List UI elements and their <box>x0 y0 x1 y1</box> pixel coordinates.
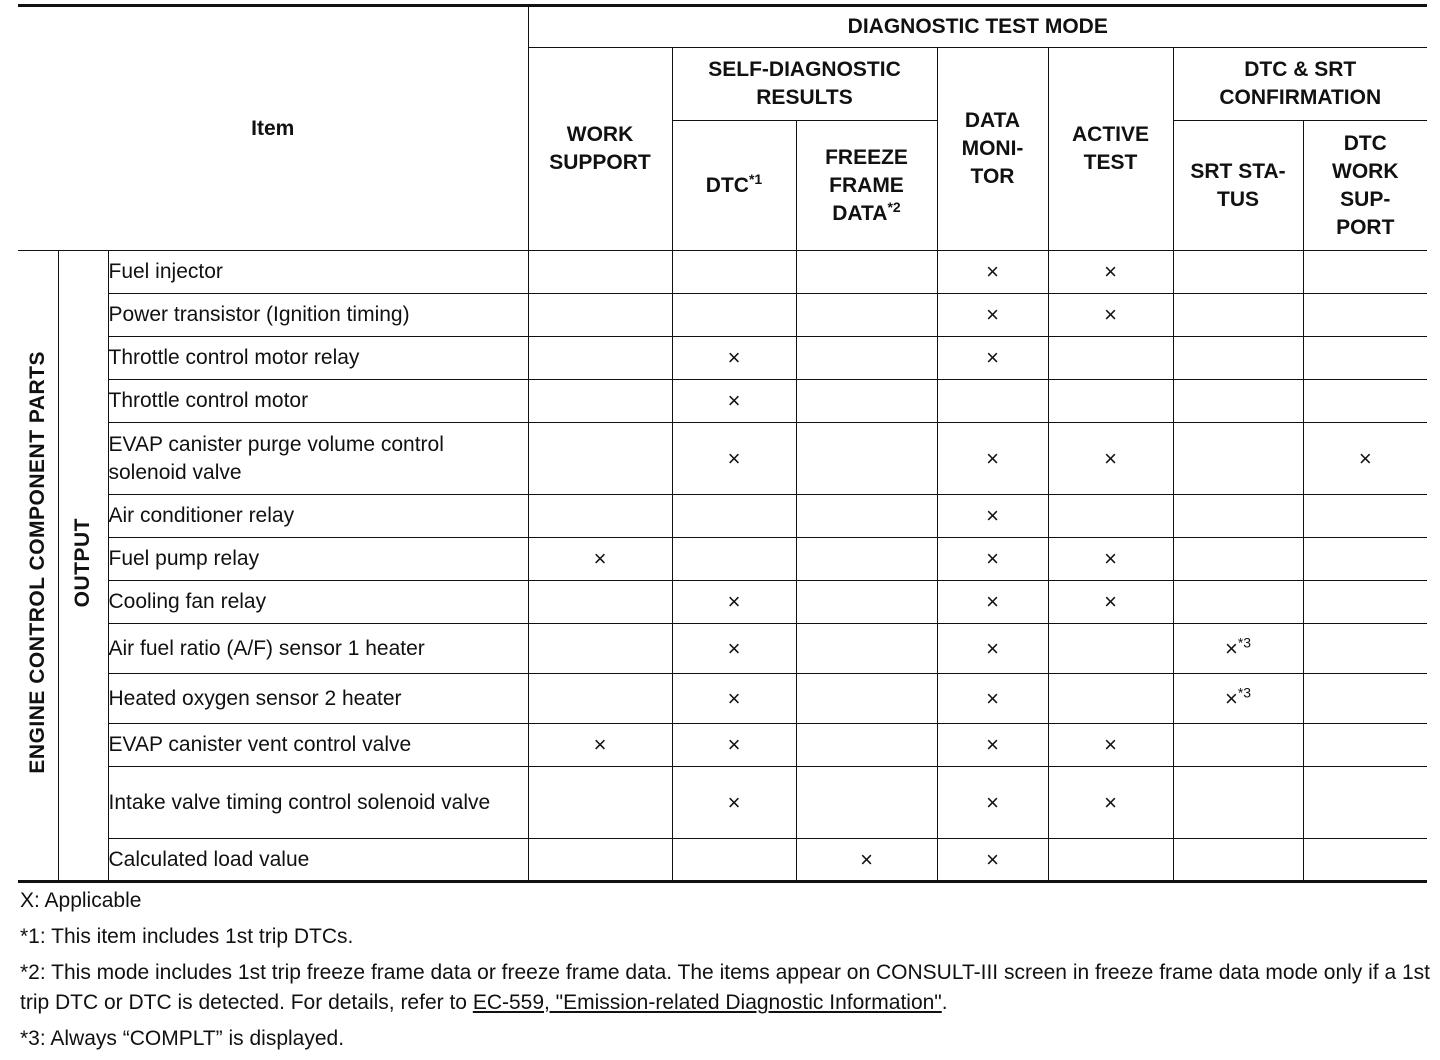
table-row <box>18 423 1427 495</box>
applicable-mark: × <box>672 674 796 724</box>
applicable-mark: × <box>1048 251 1173 294</box>
mark-cell <box>528 251 672 294</box>
mark-cell <box>796 581 937 624</box>
item-cell: Throttle control motor <box>108 380 528 423</box>
mark-cell <box>528 495 672 538</box>
mark-cell <box>796 624 937 674</box>
dtc-srt-confirmation-header: DTC & SRT CONFIRMATION <box>1173 48 1427 121</box>
item-cell: Power transistor (Ignition timing) <box>108 294 528 337</box>
note-1: *1: This item includes 1st trip DTCs. <box>20 925 354 948</box>
table-row <box>18 251 1427 294</box>
item-cell: Calculated load value <box>108 839 528 882</box>
mark-cell <box>672 294 796 337</box>
srt-status-header: SRT STA-TUS <box>1173 121 1303 251</box>
mark-cell <box>528 380 672 423</box>
mark-cell <box>1173 839 1303 882</box>
mark-cell <box>796 251 937 294</box>
mark-cell <box>1303 495 1427 538</box>
applicable-mark: × <box>937 581 1048 624</box>
table-row <box>18 839 1427 882</box>
mark-cell <box>1303 767 1427 839</box>
mark-cell <box>796 767 937 839</box>
item-cell: EVAP canister vent control valve <box>108 724 528 767</box>
mark-cell <box>1173 538 1303 581</box>
self-diagnostic-results-header: SELF-DIAGNOSTIC RESULTS <box>672 48 937 121</box>
item-cell: Fuel pump relay <box>108 538 528 581</box>
item-cell: Intake valve timing control solenoid valve <box>108 767 528 839</box>
data-monitor-header: DATA MONI-TOR <box>937 48 1048 251</box>
applicable-mark: × <box>528 724 672 767</box>
mark-cell <box>796 724 937 767</box>
mark-cell <box>1303 839 1427 882</box>
mark-cell <box>796 380 937 423</box>
mark-cell <box>528 337 672 380</box>
item-cell: Heated oxygen sensor 2 heater <box>108 674 528 724</box>
mark-cell <box>796 674 937 724</box>
item-cell: Fuel injector <box>108 251 528 294</box>
mark-cell <box>796 294 937 337</box>
applicable-mark: × <box>937 495 1048 538</box>
freeze-frame-data-header: FREEZE FRAME DATA$^{*2}$ <box>796 121 937 251</box>
applicable-mark: × <box>937 724 1048 767</box>
applicable-mark: × <box>1224 635 1238 661</box>
mark-cell <box>672 839 796 882</box>
mark-cell <box>1303 380 1427 423</box>
item-cell: Air fuel ratio (A/F) sensor 1 heater <box>108 624 528 674</box>
applicable-mark: × <box>672 581 796 624</box>
item-cell: Air conditioner relay <box>108 495 528 538</box>
applicable-mark: × <box>672 624 796 674</box>
applicable-mark: × <box>937 767 1048 839</box>
applicable-mark: × <box>672 724 796 767</box>
table-row <box>18 495 1427 538</box>
dtc-work-support-header: DTC WORK SUP-PORT <box>1303 121 1427 251</box>
mark-cell <box>528 294 672 337</box>
mark-cell <box>1048 674 1173 724</box>
mark-cell <box>937 380 1048 423</box>
item-cell: Cooling fan relay <box>108 581 528 624</box>
mark-cell <box>1173 423 1303 495</box>
note-2: *2: This mode includes 1st trip freeze frame data or freeze frame data. The items appear on CONSULT-III screen in freeze frame data mode only if a 1st trip DTC or DTC is detected. For details, refer to EC-559, "Emission-related Diagnostic Information". <box>20 961 1431 1014</box>
freeze-footnote-marker: *2 <box>887 198 901 215</box>
mark-cell <box>528 839 672 882</box>
applicable-mark: × <box>1048 724 1173 767</box>
table-row <box>18 380 1427 423</box>
table-row <box>18 674 1427 724</box>
srt-footnote-marker: *3 <box>1237 684 1252 701</box>
applicable-mark: × <box>1048 423 1173 495</box>
table-row <box>18 337 1427 380</box>
mark-cell <box>796 495 937 538</box>
applicable-mark: × <box>1303 423 1427 495</box>
mark-cell <box>1173 294 1303 337</box>
applicable-mark: × <box>937 674 1048 724</box>
mark-cell <box>1303 251 1427 294</box>
table-row <box>18 294 1427 337</box>
group-label-cell <box>18 251 58 882</box>
mark-cell <box>528 674 672 724</box>
mark-cell <box>672 495 796 538</box>
mark-cell <box>1303 624 1427 674</box>
applicable-mark: × <box>937 337 1048 380</box>
work-support-header: WORK SUPPORT <box>528 48 672 251</box>
mark-cell <box>796 423 937 495</box>
mark-cell <box>1173 495 1303 538</box>
mark-cell <box>1303 294 1427 337</box>
note-applicable: X: Applicable <box>20 889 142 912</box>
applicable-mark: × <box>937 251 1048 294</box>
mark-cell <box>1303 581 1427 624</box>
mark-cell <box>528 767 672 839</box>
dtc-footnote-marker: *1 <box>748 170 763 187</box>
mark-cell <box>796 538 937 581</box>
applicable-mark: × <box>796 839 937 882</box>
mark-cell <box>1048 380 1173 423</box>
applicable-mark: × <box>937 538 1048 581</box>
applicable-mark: × <box>937 423 1048 495</box>
mark-cell <box>1303 724 1427 767</box>
mark-cell <box>1048 495 1173 538</box>
subgroup-label-cell <box>58 251 108 882</box>
applicable-mark: × <box>672 380 796 423</box>
mark-cell <box>1303 337 1427 380</box>
applicable-mark: × <box>1048 538 1173 581</box>
applicable-mark: × <box>937 624 1048 674</box>
group-label: ENGINE CONTROL COMPONENT PARTS <box>25 351 49 774</box>
note-3: *3: Always “COMPLT” is displayed. <box>20 1027 345 1050</box>
item-cell: Throttle control motor relay <box>108 337 528 380</box>
table-row <box>18 767 1427 839</box>
applicable-mark: × <box>672 337 796 380</box>
mark-cell <box>1173 337 1303 380</box>
applicable-mark: × <box>1048 767 1173 839</box>
diagnostic-test-mode-header: DIAGNOSTIC TEST MODE <box>528 6 1427 48</box>
item-header: Item <box>18 6 528 251</box>
diagnostic-table <box>18 4 1427 883</box>
item-cell: EVAP canister purge volume control solenoid valve <box>108 423 528 495</box>
emission-info-link[interactable]: EC-559, "Emission-related Diagnostic Information" <box>472 991 942 1014</box>
mark-cell <box>1173 624 1303 674</box>
table-row <box>18 538 1427 581</box>
mark-cell <box>1303 674 1427 724</box>
mark-cell <box>1173 674 1303 724</box>
mark-cell <box>1048 839 1173 882</box>
applicable-mark: × <box>1224 685 1238 711</box>
mark-cell <box>1173 251 1303 294</box>
mark-cell <box>1048 624 1173 674</box>
footnotes <box>20 886 1430 1060</box>
applicable-mark: × <box>937 839 1048 882</box>
mark-cell <box>672 251 796 294</box>
mark-cell <box>1173 380 1303 423</box>
subgroup-label: OUTPUT <box>71 517 94 608</box>
dtc-header: DTC$^{*1}$ <box>672 121 796 251</box>
srt-footnote-marker: *3 <box>1237 634 1252 651</box>
table-row <box>18 724 1427 767</box>
table-row <box>18 581 1427 624</box>
applicable-mark: × <box>1048 294 1173 337</box>
applicable-mark: × <box>528 538 672 581</box>
mark-cell <box>528 423 672 495</box>
active-test-header: ACTIVE TEST <box>1048 48 1173 251</box>
applicable-mark: × <box>1048 581 1173 624</box>
applicable-mark: × <box>672 423 796 495</box>
mark-cell <box>1048 337 1173 380</box>
mark-cell <box>1173 724 1303 767</box>
table-row <box>18 624 1427 674</box>
mark-cell <box>1173 767 1303 839</box>
applicable-mark: × <box>672 767 796 839</box>
mark-cell <box>528 624 672 674</box>
mark-cell <box>1173 581 1303 624</box>
mark-cell <box>672 538 796 581</box>
mark-cell <box>528 581 672 624</box>
mark-cell <box>796 337 937 380</box>
mark-cell <box>1303 538 1427 581</box>
applicable-mark: × <box>937 294 1048 337</box>
